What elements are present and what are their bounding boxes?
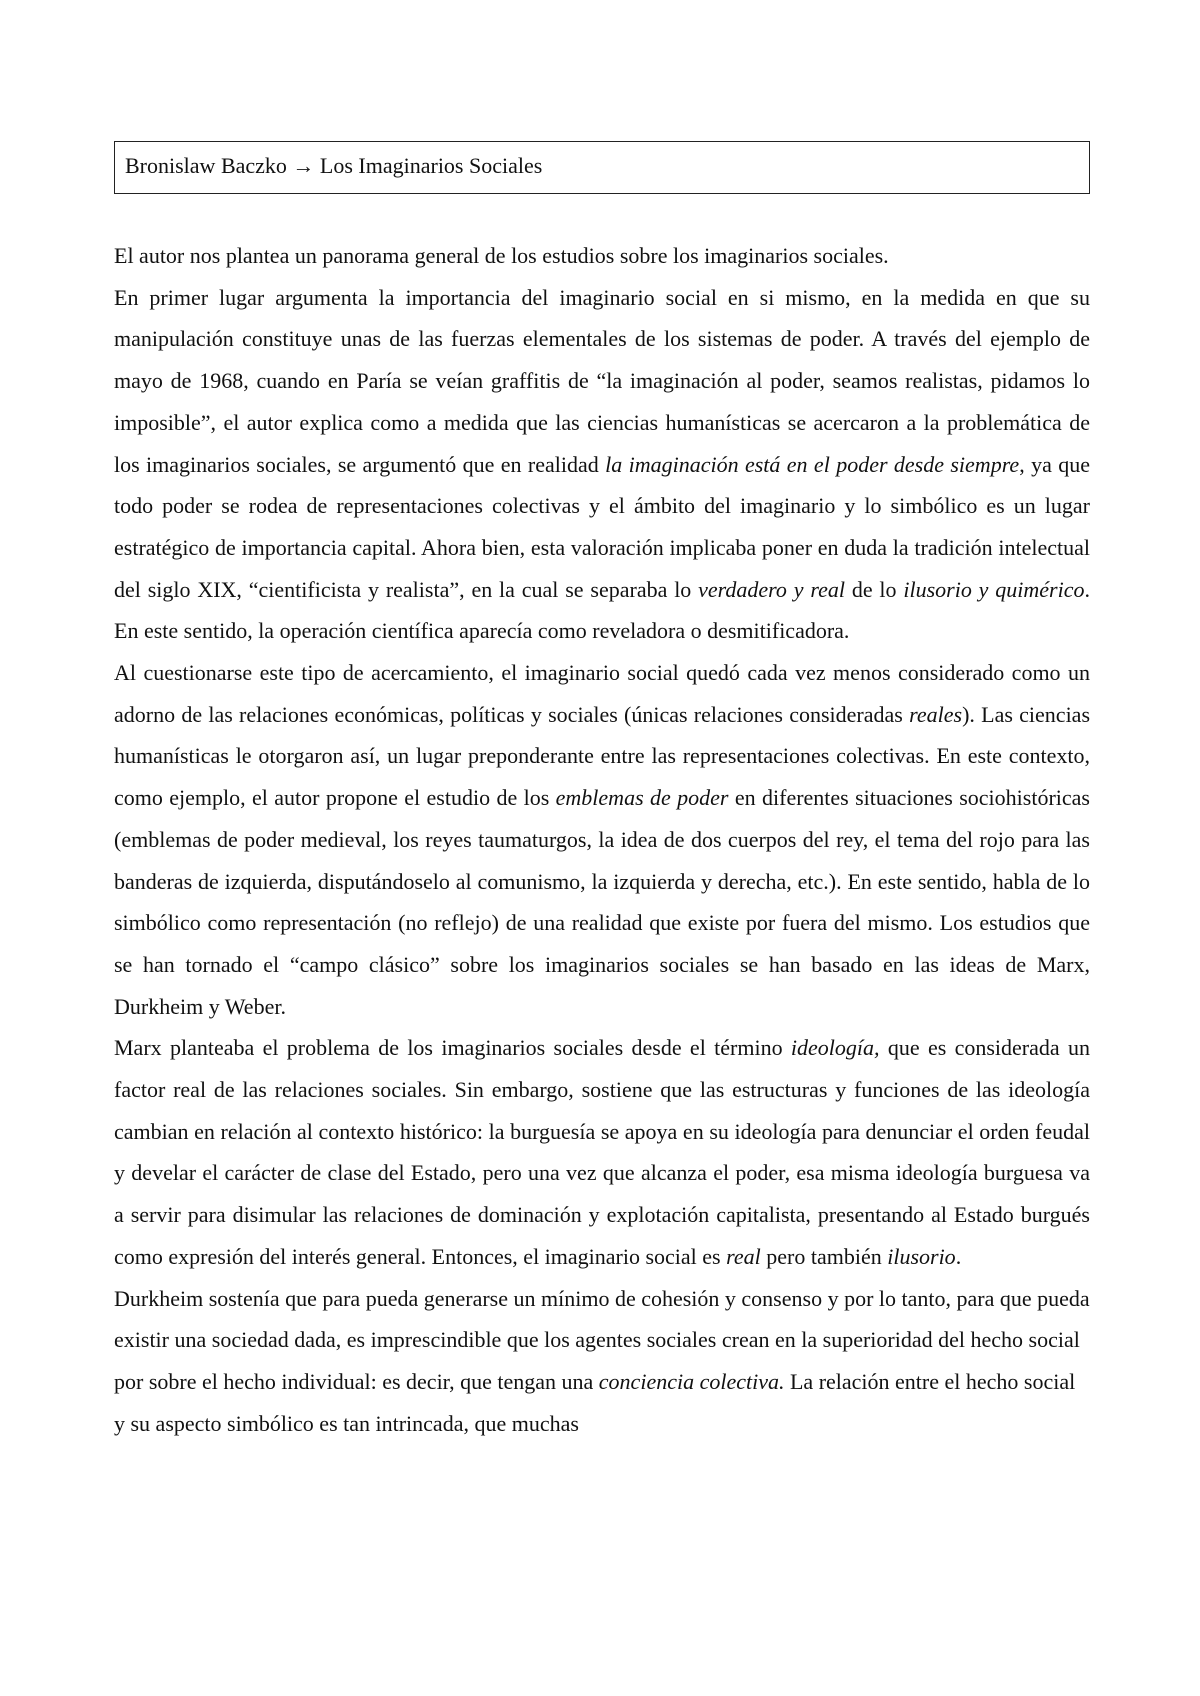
paragraph-text: de lo [844, 576, 904, 602]
emphasis-text: emblemas de poder [555, 785, 729, 811]
paragraph-durkheim [114, 1278, 1090, 1445]
paragraph-intro [114, 235, 1090, 277]
paragraph-marx [114, 1027, 1090, 1277]
emphasis-text: la imaginación está en el poder desde siempre [605, 451, 1020, 477]
work-title: Los Imaginarios Sociales [319, 153, 543, 178]
emphasis-text: reales [909, 701, 963, 727]
paragraph-text: En primer lugar argumenta la importancia del imaginario social en si mismo, en la medida en que su manipulación constituye unas de las fuerzas elementales de los sistemas de poder. A través del ejemplo de mayo de 1968, cuando en Paría se veían graffitis de “la imaginación al poder, seamos realistas, pidamos lo imposible”, el autor explica como a medida que las ciencias humanísticas se acercaron a la problemática de los imaginarios sociales, se argumentó que en realidad [114, 284, 1090, 477]
paragraph-text: ). Las ciencias humanísticas le otorgaron así, un lugar preponderante entre las representaciones colectivas. En este contexto, como ejemplo, el autor propone el estudio de los [114, 701, 1091, 811]
emphasis-text: conciencia colectiva. [598, 1368, 785, 1394]
paragraph-text: El autor nos plantea un panorama general de los estudios sobre los imaginarios sociales. [114, 243, 889, 268]
title-box [114, 141, 1090, 194]
arrow-icon: → [292, 153, 315, 178]
paragraph-text: Durkheim sostenía que para pueda generarse un mínimo de cohesión y consenso y por lo tanto, para que pueda existir una sociedad dada, es imprescindible que los agentes sociales crean en la superioridad del hecho social por sobre el hecho individual: es decir, que tengan una [114, 1285, 1090, 1394]
paragraph-text: Marx planteaba el problema de los imaginarios sociales desde el término [114, 1035, 791, 1061]
emphasis-text: ilusorio y quimérico [903, 576, 1085, 602]
paragraph-text: que es considerada un factor real de las relaciones sociales. Sin embargo, sostiene que las estructuras y funciones de las ideología cambian en relación al contexto histórico: la burguesía se apoya en su ideología para denunciar el orden feudal y develar el carácter de clase del Estado, pero una vez que alcanza el poder, esa misma ideología burguesa va a servir para disimular las relaciones de dominación y explotación capitalista, presentando al Estado burgués como expresión del interés general. Entonces, el imaginario social es [114, 1035, 1090, 1269]
paragraph-emblems [114, 652, 1090, 1027]
paragraph-text: . En este sentido, la operación científica aparecía como reveladora o desmitificadora. [114, 576, 1090, 644]
paragraph-text: La relación entre el hecho social y su aspecto simbólico es tan intrincada, que muchas [114, 1368, 1076, 1436]
paragraph-text: Al cuestionarse este tipo de acercamiento, el imaginario social quedó cada vez menos considerado como un adorno de las relaciones económicas, políticas y sociales (únicas relaciones consideradas [114, 660, 1090, 727]
emphasis-text: verdadero y real [698, 576, 845, 602]
emphasis-text: ilusorio [887, 1243, 956, 1269]
emphasis-text: real [726, 1243, 761, 1269]
paragraph-text: en diferentes situaciones sociohistóricas (emblemas de poder medieval, los reyes taumaturgos, la idea de dos cuerpos del rey, el tema del rojo para las banderas de izquierda, disputándoselo al comunismo, la izquierda y derecha, etc.). En este sentido, habla de lo simbólico como representación (no reflejo) de una realidad que existe por fuera del mismo. Los estudios que se han tornado el “campo clásico” sobre los imaginarios sociales se han basado en las ideas de Marx, Durkheim y Weber. [114, 785, 1090, 1019]
document-body [114, 235, 1090, 1444]
paragraph-text: , ya que todo poder se rodea de representaciones colectivas y el ámbito del imaginario y lo simbólico es un lugar estratégico de importancia capital. Ahora bien, esta valoración implicaba poner en duda la tradición intelectual del siglo XIX, “cientificista y realista”, en la cual se separaba lo [114, 451, 1090, 602]
author-name: Bronislaw Baczko [125, 153, 287, 178]
paragraph-text: . [955, 1243, 962, 1269]
emphasis-text: ideología, [790, 1035, 880, 1061]
paragraph-text: pero también [760, 1243, 888, 1269]
paragraph-importance [114, 277, 1090, 652]
